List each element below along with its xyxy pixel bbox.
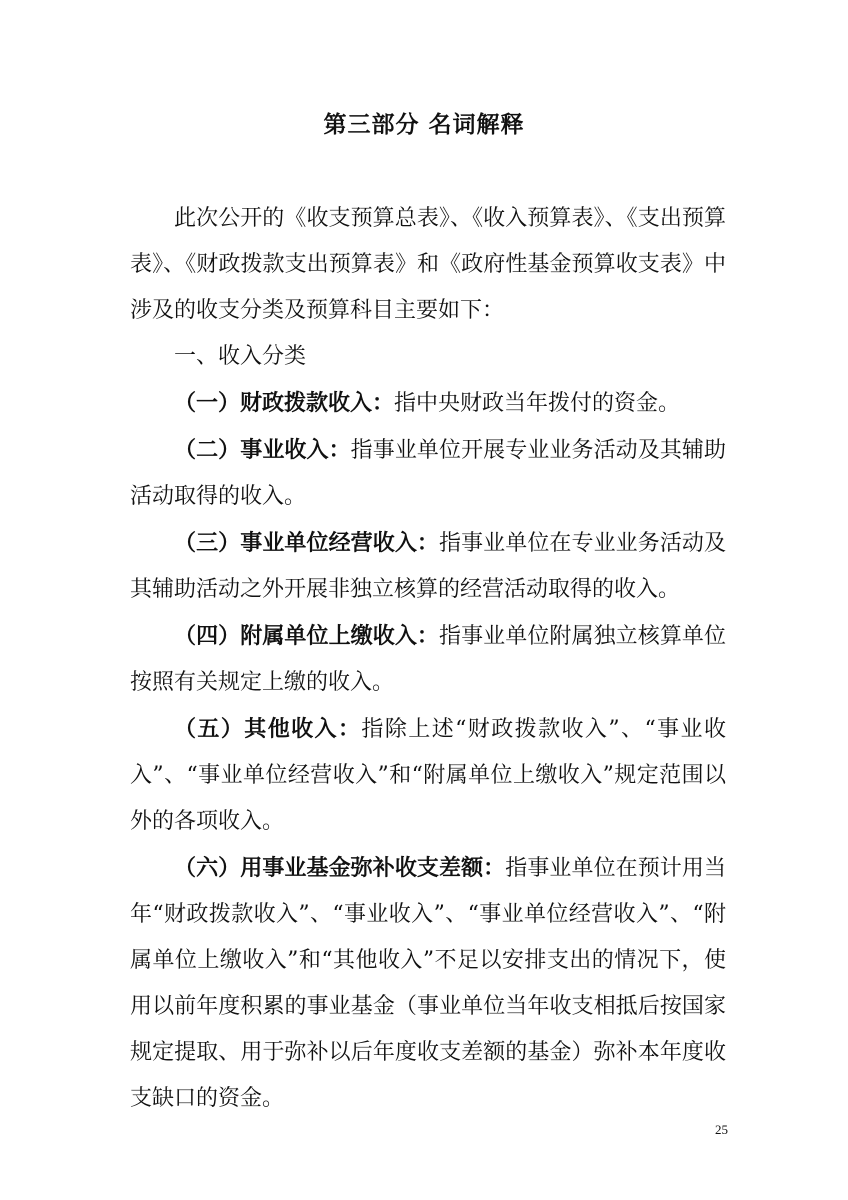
definition-text: 指除上述“财政拨款收入”、“事业收入”、“事业单位经营收入”和“附属单位上缴收入”规定范围以外的各项收入。 — [130, 717, 726, 834]
definition-label: （四）附属单位上缴收入： — [174, 623, 439, 649]
definition-item — [130, 380, 726, 427]
definition-text: 指事业单位附属独立核算单位按照有关规定上缴的收入。 — [130, 624, 726, 695]
definition-item — [130, 520, 726, 613]
definition-text: 指事业单位开展专业业务活动及其辅助活动取得的收入。 — [130, 438, 726, 509]
definition-label: （六）用事业基金弥补收支差额： — [174, 855, 506, 881]
definition-label: （五）其他收入： — [174, 716, 362, 742]
definition-text: 指事业单位在预计用当年“财政拨款收入”、“事业收入”、“事业单位经营收入”、“附属单位上缴收入”和“其他收入”不足以安排支出的情况下，使用以前年度积累的事业基金（事业单位当年收支相抵后按国家规定提取、用于弥补以后年度收支差额的基金）弥补本年度收支缺口的资金。 — [130, 856, 726, 1111]
definition-text: 指事业单位在专业业务活动及其辅助活动之外开展非独立核算的经营活动取得的收入。 — [130, 531, 726, 602]
intro-paragraph: 此次公开的《收支预算总表》、《收入预算表》、《支出预算表》、《财政拨款支出预算表》和《政府性基金预算收支表》中涉及的收支分类及预算科目主要如下： — [130, 206, 726, 323]
definition-label: （二）事业收入： — [174, 437, 351, 463]
page-title: 第三部分 名词解释 — [323, 111, 525, 138]
definition-text: 指中央财政当年拨付的资金。 — [394, 391, 681, 416]
definition-item — [130, 613, 726, 706]
definition-item — [130, 845, 726, 1122]
definition-item — [130, 427, 726, 520]
page-number: 25 — [715, 1122, 728, 1137]
definition-item — [130, 706, 726, 845]
definition-label: （三）事业单位经营收入： — [174, 530, 439, 556]
document-body — [130, 196, 726, 1122]
definition-label: （一）财政拨款收入： — [174, 390, 395, 416]
section-heading: 一、收入分类 — [174, 344, 307, 369]
